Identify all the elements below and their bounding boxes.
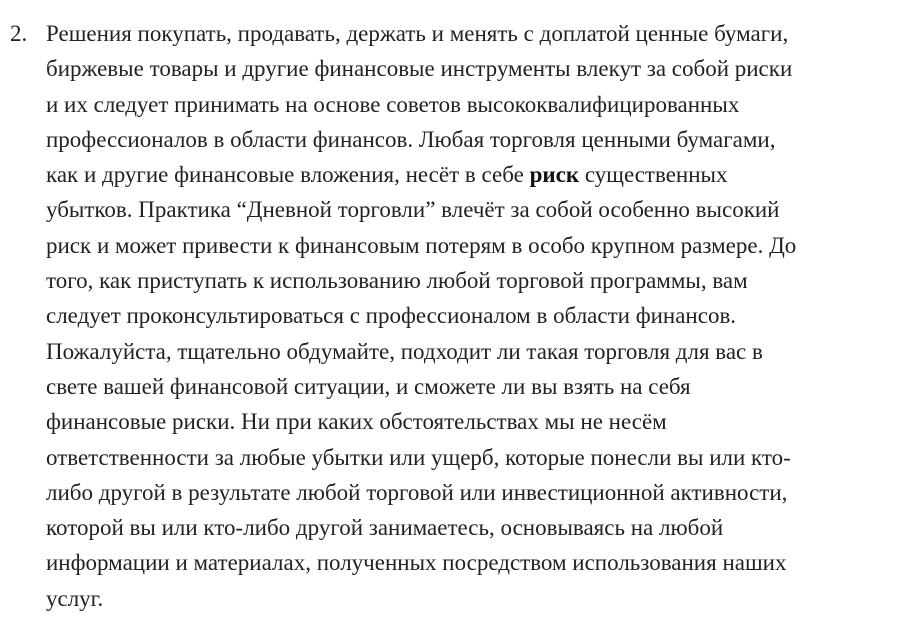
text-line: которой вы или кто-либо другой занимаетесь, основываясь на любой [46, 515, 724, 541]
text-line: либо другой в результате любой торговой или инвестиционной активности, [46, 479, 788, 505]
disclaimer-paragraph [46, 16, 896, 616]
text-segment: как и другие финансовые вложения, несёт в себе [46, 162, 530, 188]
text-line: свете вашей финансовой ситуации, и сможете ли вы взять на себя [46, 373, 691, 399]
text-line: Решения покупать, продавать, держать и менять с доплатой ценные бумаги, [46, 21, 789, 46]
text-line: следует проконсультироваться с профессионалом в области финансов. [46, 303, 737, 329]
text-line: ответственности за любые убытки или ущерб, которые понесли вы или кто- [46, 444, 791, 470]
text-line: услуг. [46, 585, 104, 611]
list-number: 2. [10, 21, 28, 46]
text-line: информации и материалах, полученных посредством использования наших [46, 550, 787, 576]
text-line: Пожалуйста, тщательно обдумайте, подходит ли такая торговля для вас в [46, 338, 763, 364]
text-line: убытков. Практика “Дневной торговли” влечёт за собой особенно высокий [46, 197, 780, 223]
text-line: профессионалов в области финансов. Любая торговля ценными бумагами, [46, 126, 776, 152]
bold-keyword-risk: риск [529, 162, 580, 188]
text-line: риск и может привести к финансовым потерям в особо крупном размере. До [46, 232, 797, 258]
text-line: финансовые риски. Ни при каких обстоятельствах мы не несём [46, 409, 667, 435]
text-line: биржевые товары и другие финансовые инструменты влекут за собой риски [46, 56, 793, 82]
text-line [46, 157, 896, 192]
text-line: того, как приступать к использованию любой торговой программы, вам [46, 268, 748, 294]
text-segment: существенных [579, 162, 728, 188]
text-line: и их следует принимать на основе советов высококвалифицированных [46, 91, 740, 117]
